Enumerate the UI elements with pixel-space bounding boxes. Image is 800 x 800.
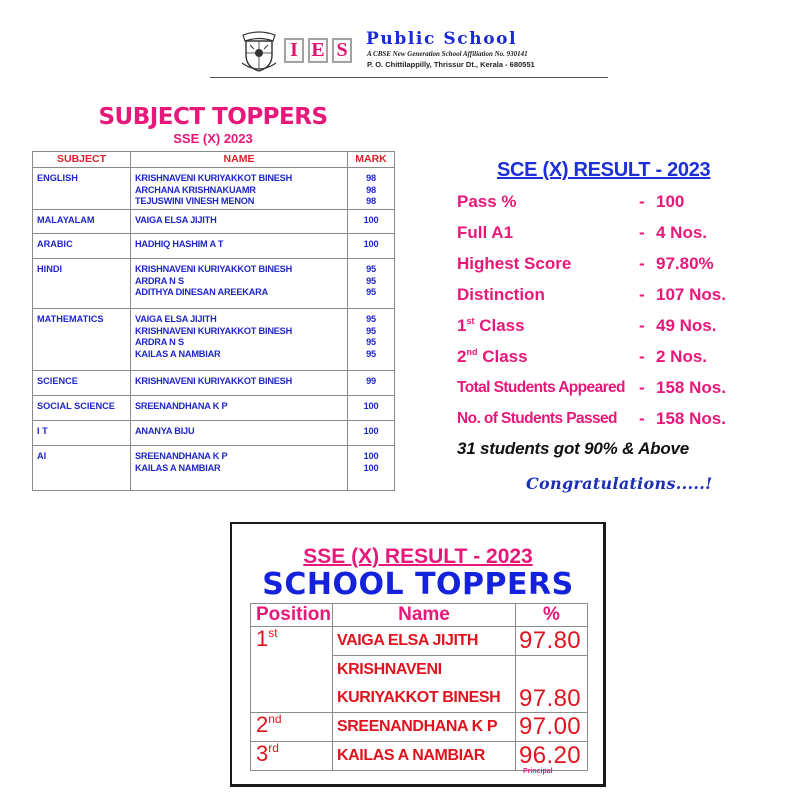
student-mark: 98 <box>366 173 376 183</box>
position-ordinal: rd <box>268 741 279 755</box>
stat-separator: - <box>639 378 645 397</box>
result-stat-row <box>457 376 757 400</box>
stat-separator: - <box>639 316 645 335</box>
stat-label-text: 2 <box>457 347 467 366</box>
stat-value: 49 Nos. <box>656 316 717 335</box>
student-mark: 100 <box>363 239 379 249</box>
mark-cell <box>348 421 395 446</box>
stat-label-ordinal: nd <box>466 347 478 357</box>
result-stat-row <box>457 190 757 214</box>
name-cell <box>131 396 348 421</box>
name-cell <box>333 656 516 713</box>
subject-cell: SOCIAL SCIENCE <box>33 396 131 421</box>
position-number: 3 <box>256 741 269 766</box>
stat-label <box>457 221 513 245</box>
stat-label <box>457 376 625 400</box>
subject-cell: MATHEMATICS <box>33 309 131 371</box>
student-name: ARDRA N S <box>135 275 184 286</box>
column-header-position: Position <box>251 604 333 627</box>
student-name: TEJUSWINI VINESH MENON <box>135 196 255 206</box>
stat-separator: - <box>639 409 645 428</box>
name-cell <box>131 309 348 371</box>
table-row <box>33 234 395 259</box>
subject-cell: SCIENCE <box>33 371 131 396</box>
student-mark: 95 <box>366 325 376 336</box>
stat-value: 2 Nos. <box>656 347 708 366</box>
topper-name: SREENANDHANA K P <box>337 718 498 735</box>
result-stat-row <box>457 252 757 276</box>
school-name: Public School <box>366 29 518 49</box>
mark-cell <box>348 309 395 371</box>
column-header-subject: SUBJECT <box>33 152 131 168</box>
stat-separator: - <box>639 192 645 211</box>
school-toppers-table <box>250 603 588 771</box>
topper-name: KAILAS A NAMBIAR <box>337 747 485 764</box>
subject-toppers-title: SUBJECT TOPPERS <box>98 104 328 130</box>
column-header-name: NAME <box>131 152 348 168</box>
name-cell <box>333 627 516 656</box>
student-mark: 99 <box>366 376 376 386</box>
student-name: KRISHNAVENI KURIYAKKOT BINESH <box>135 264 293 274</box>
subject-toppers-body <box>33 168 395 491</box>
stat-value: 4 Nos. <box>656 223 708 242</box>
student-mark: 95 <box>366 275 376 286</box>
table-row <box>33 371 395 396</box>
name-cell <box>333 713 516 742</box>
student-name: ARCHANA KRISHNAKUAMR <box>135 184 256 195</box>
student-mark: 100 <box>363 401 379 411</box>
stat-value: 107 Nos. <box>656 285 726 304</box>
subject-cell: AI <box>33 446 131 491</box>
student-name: KAILAS A NAMBIAR <box>135 348 221 359</box>
subject-toppers-table <box>32 151 395 491</box>
table-row <box>33 446 395 491</box>
school-toppers-body <box>251 627 588 771</box>
column-header-name: Name <box>333 604 516 627</box>
table-row <box>33 421 395 446</box>
mark-cell <box>348 396 395 421</box>
name-cell <box>131 210 348 234</box>
student-mark: 100 <box>363 462 379 473</box>
subject-cell: MALAYALAM <box>33 210 131 234</box>
stat-label-ordinal: st <box>466 316 475 326</box>
subject-cell: HINDI <box>33 259 131 309</box>
student-name: SREENANDHANA K P <box>135 451 228 461</box>
subject-cell: ARABIC <box>33 234 131 259</box>
school-toppers-subtitle <box>230 546 606 568</box>
result-summary-title: SCE (X) RESULT - 2023 <box>497 159 711 181</box>
result-stat-row <box>457 283 757 307</box>
student-mark: 100 <box>363 426 379 436</box>
stat-label-text: Total Students Appeared <box>457 379 625 396</box>
stat-separator: - <box>639 285 645 304</box>
table-row <box>33 309 395 371</box>
table-row <box>33 168 395 210</box>
name-cell <box>333 742 516 771</box>
student-name: VAIGA ELSA JIJITH <box>135 215 217 225</box>
name-cell <box>131 259 348 309</box>
table-row <box>251 713 588 742</box>
stat-label <box>457 252 571 276</box>
table-row <box>33 259 395 309</box>
stat-value: 158 Nos. <box>656 409 726 428</box>
name-cell <box>131 421 348 446</box>
table-header-row <box>33 152 395 168</box>
stat-separator: - <box>639 347 645 366</box>
student-mark: 95 <box>366 287 376 297</box>
student-name: HADHIQ HASHIM A T <box>135 239 224 249</box>
principal-signature-label: Principal <box>523 768 553 775</box>
result-stat-row <box>457 314 757 338</box>
stat-label <box>457 345 528 369</box>
school-address: P. O. Chittilappilly, Thrissur Dt., Kerala - 680551 <box>367 60 535 69</box>
student-name: ANANYA BIJU <box>135 426 195 436</box>
student-mark: 98 <box>366 184 376 195</box>
stat-label-text: Full A1 <box>457 223 514 242</box>
student-mark: 98 <box>366 196 376 206</box>
subject-cell: ENGLISH <box>33 168 131 210</box>
logo-letter-s: S <box>332 38 352 63</box>
result-note: 31 students got 90% & Above <box>457 439 690 458</box>
stat-label-rest: Class <box>477 347 528 366</box>
mark-cell <box>348 210 395 234</box>
student-name: VAIGA ELSA JIJITH <box>135 314 217 324</box>
position-cell <box>251 742 333 771</box>
school-toppers-title: SCHOOL TOPPERS <box>262 567 574 602</box>
stat-separator: - <box>639 254 645 273</box>
mark-cell <box>348 234 395 259</box>
school-crest-icon <box>240 29 278 73</box>
student-mark: 95 <box>366 314 376 324</box>
result-stat-row <box>457 345 757 369</box>
student-name: KAILAS A NAMBIAR <box>135 462 221 473</box>
stat-value: 100 <box>656 192 685 211</box>
topper-name: KRISHNAVENI <box>337 661 442 678</box>
mark-cell <box>348 168 395 210</box>
topper-name: KURIYAKKOT BINESH <box>337 689 501 706</box>
column-header-mark: MARK <box>348 152 395 168</box>
percent-cell: 97.80 <box>516 656 588 713</box>
stat-label <box>457 283 545 307</box>
student-mark: 95 <box>366 348 376 359</box>
topper-name: VAIGA ELSA JIJITH <box>337 632 479 649</box>
percent-cell: 97.00 <box>516 713 588 742</box>
header-divider <box>210 77 608 78</box>
student-mark: 95 <box>366 337 376 347</box>
stat-label <box>457 407 617 431</box>
mark-cell <box>348 371 395 396</box>
position-ordinal: st <box>268 626 278 640</box>
logo-letter-e: E <box>308 38 328 63</box>
stat-value: 97.80% <box>656 254 714 273</box>
student-mark: 95 <box>366 264 376 274</box>
stat-label-text: No. of Students Passed <box>457 410 617 427</box>
student-name: ARDRA N S <box>135 337 184 347</box>
name-cell <box>131 234 348 259</box>
congratulations-text: Congratulations.....! <box>526 474 713 493</box>
student-name: KRISHNAVENI KURIYAKKOT BINESH <box>135 325 293 336</box>
stat-label-rest: Class <box>474 316 525 335</box>
student-name: KRISHNAVENI KURIYAKKOT BINESH <box>135 173 293 183</box>
position-cell <box>251 713 333 742</box>
table-row <box>251 742 588 771</box>
table-row <box>33 396 395 421</box>
stat-label <box>457 314 525 338</box>
stat-separator: - <box>639 223 645 242</box>
column-header-percent: % <box>516 604 588 627</box>
mark-cell <box>348 446 395 491</box>
percent-cell: 97.80 <box>516 627 588 656</box>
result-stat-row <box>457 221 757 245</box>
student-mark: 100 <box>363 451 379 461</box>
school-letterhead <box>238 29 568 75</box>
position-number: 2 <box>256 712 269 737</box>
name-cell <box>131 168 348 210</box>
table-row <box>251 627 588 656</box>
school-tagline: A CBSE New Generation School Affiliation No. 930141 <box>367 50 528 58</box>
student-name: SREENANDHANA K P <box>135 401 228 411</box>
position-cell <box>251 627 333 713</box>
stat-label <box>457 190 517 214</box>
student-mark: 100 <box>363 215 379 225</box>
mark-cell <box>348 259 395 309</box>
table-header-row <box>251 604 588 627</box>
stat-label-text: Distinction <box>457 285 545 304</box>
name-cell <box>131 446 348 491</box>
position-number: 1 <box>256 626 269 651</box>
stat-label-text: Highest Score <box>457 254 572 273</box>
school-toppers-subtitle-text: SSE (X) RESULT - 2023 <box>303 545 533 568</box>
subject-cell: I T <box>33 421 131 446</box>
student-name: KRISHNAVENI KURIYAKKOT BINESH <box>135 376 293 386</box>
position-ordinal: nd <box>268 712 282 726</box>
stat-value: 158 Nos. <box>656 378 726 397</box>
percent-cell: 96.20 <box>516 742 588 771</box>
subject-toppers-subtitle: SSE (X) 2023 <box>173 131 253 146</box>
result-stat-row <box>457 407 757 431</box>
stat-label-text: 1 <box>457 316 467 335</box>
logo-letter-i: I <box>284 38 304 63</box>
name-cell <box>131 371 348 396</box>
stat-label-text: Pass % <box>457 192 517 211</box>
student-name: ADITHYA DINESAN AREEKARA <box>135 287 269 297</box>
table-row <box>33 210 395 234</box>
